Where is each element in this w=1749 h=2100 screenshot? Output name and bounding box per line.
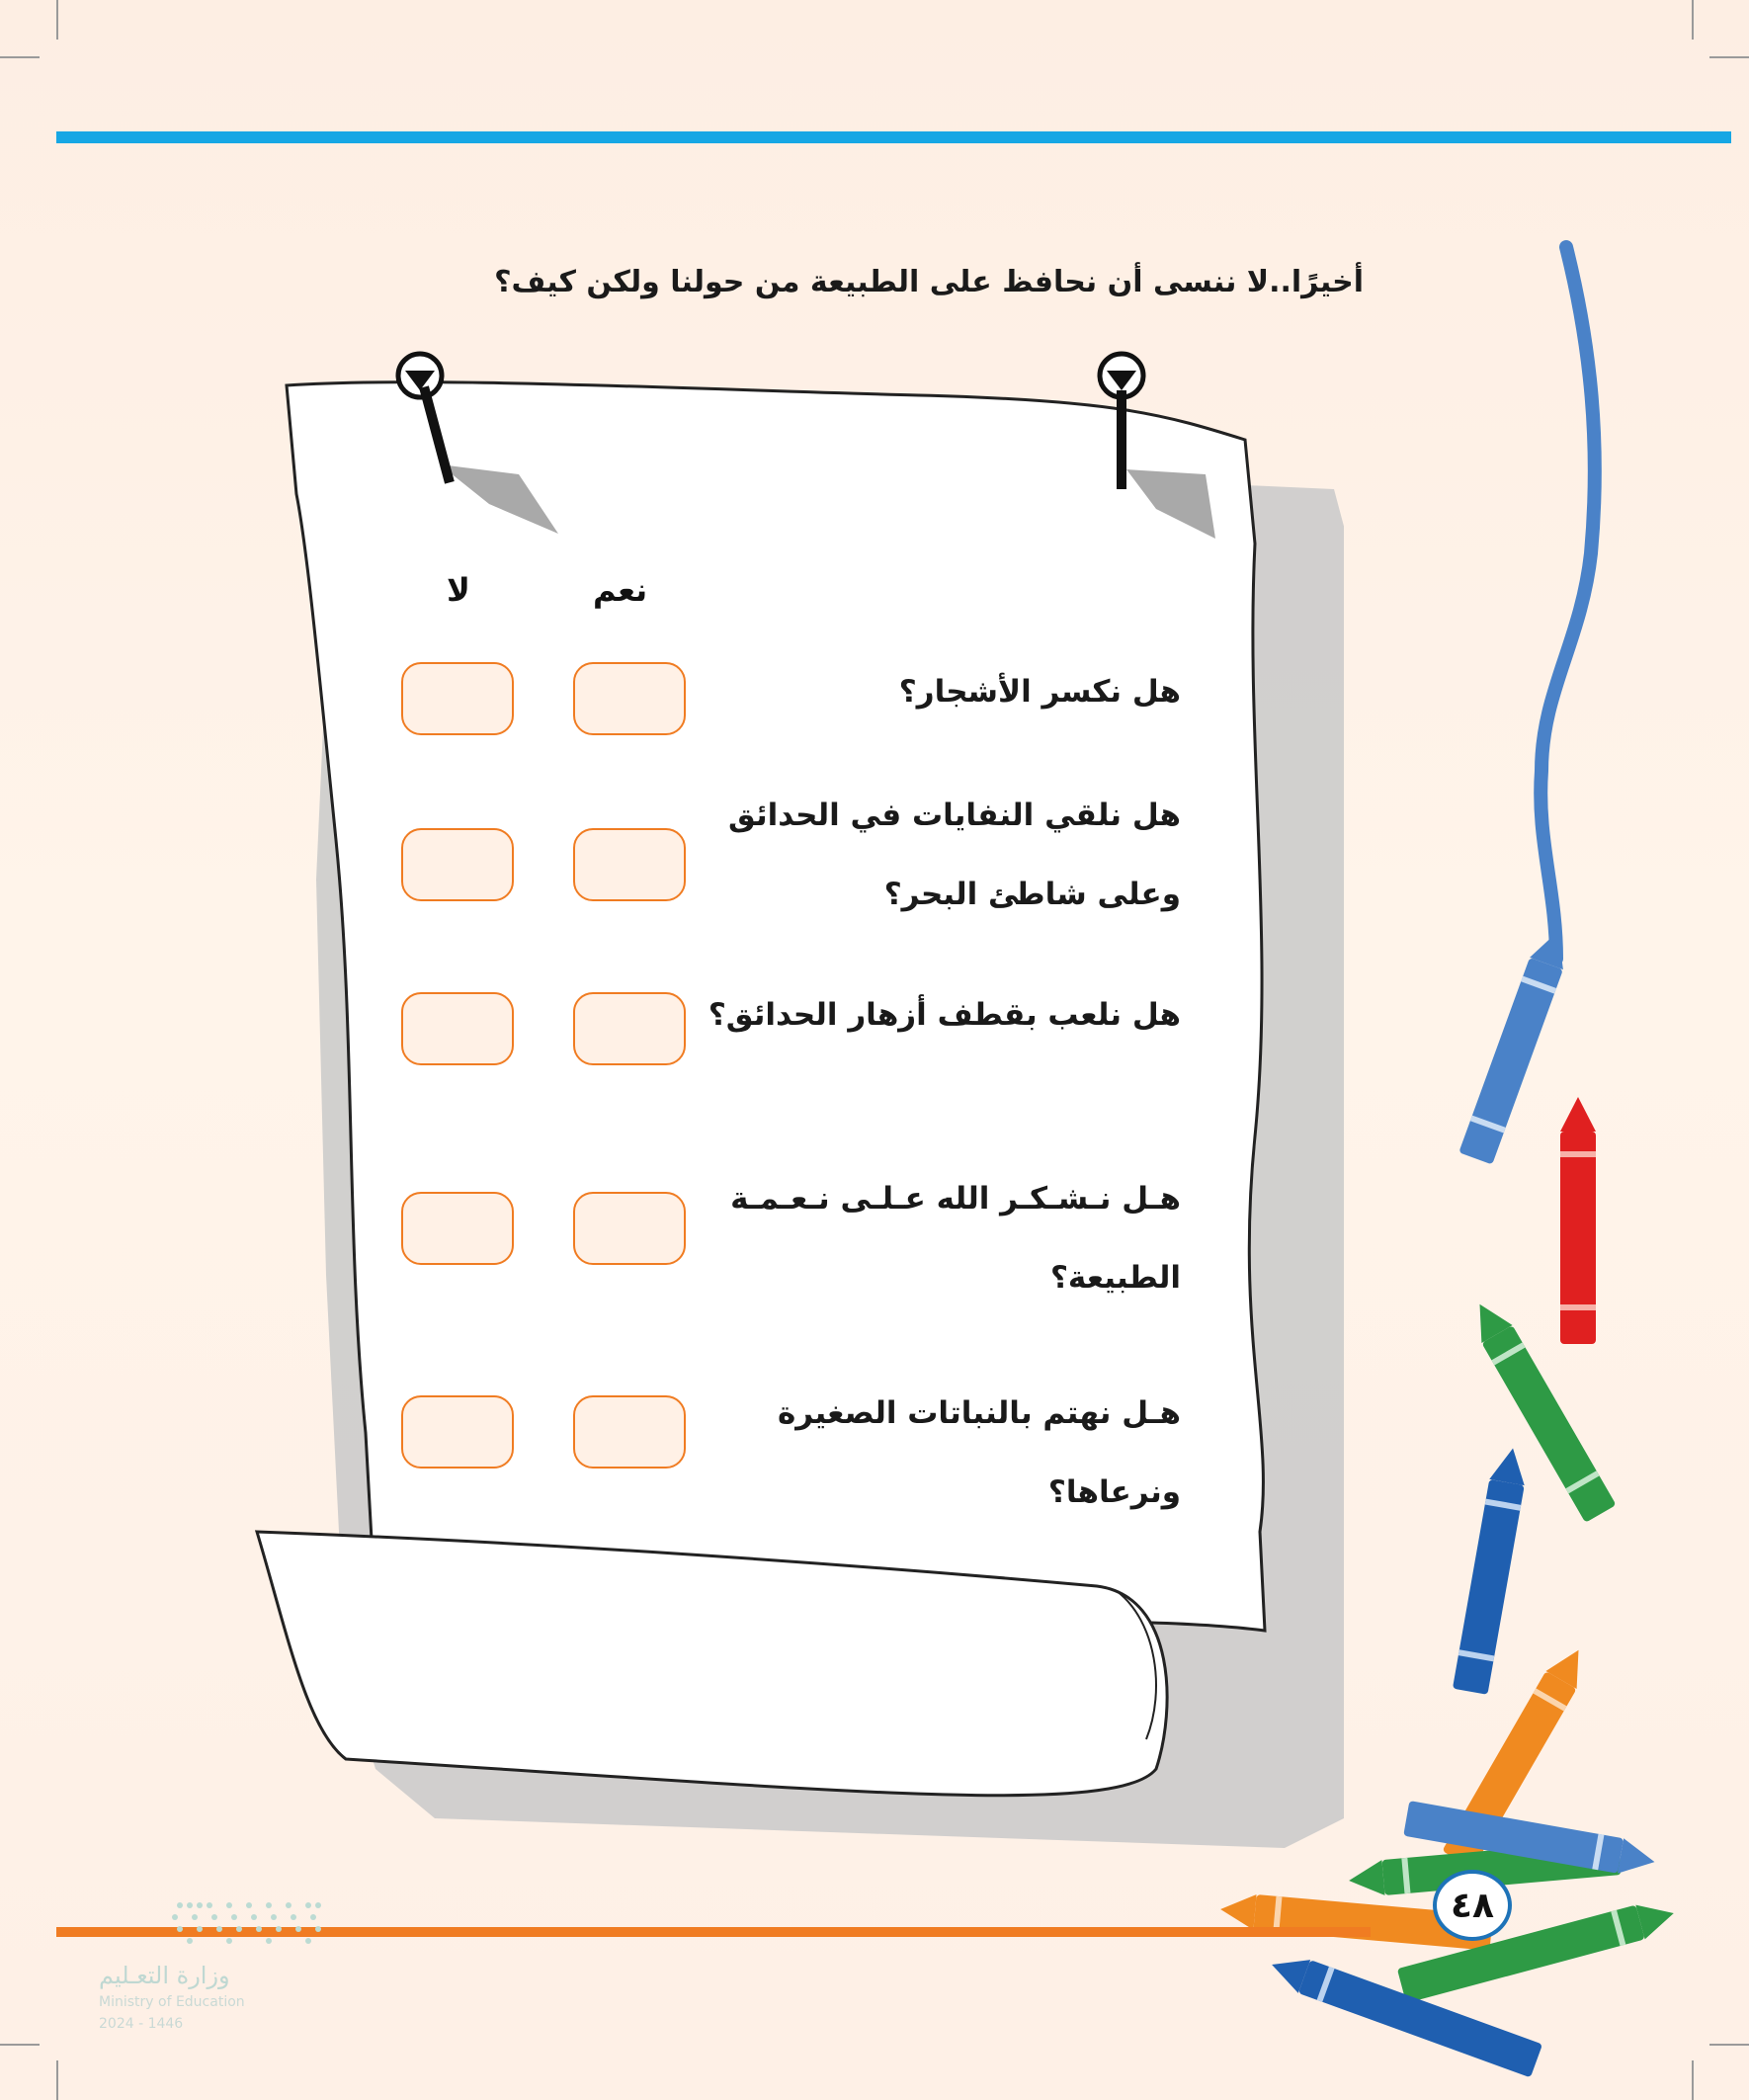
ministry-logo: [170, 1897, 328, 1947]
crayon-icon: [1453, 1445, 1531, 1694]
question-text: وعلى شاطئ البحر؟: [883, 877, 1181, 912]
column-label-no: لا: [447, 571, 470, 609]
crayon-icon: [1458, 925, 1575, 1165]
edition-year: 2024 - 1446: [99, 2016, 184, 2032]
question-text: هل نكسر الأشجار؟: [898, 674, 1181, 710]
paint-stroke-icon: [1541, 247, 1595, 959]
question-text: الطبيعة؟: [1049, 1260, 1181, 1296]
instruction-text: أخيرًا..لا ننسى أن نحافظ على الطبيعة من حولنا ولكن كيف؟: [494, 265, 1364, 299]
question-text: ونرعاها؟: [1047, 1474, 1181, 1510]
ministry-name-english: Ministry of Education: [99, 1994, 245, 2010]
column-label-yes: نعم: [593, 571, 648, 609]
question-text: هل نلعب بقطف أزهار الحدائق؟: [708, 997, 1181, 1033]
ministry-name-arabic: وزارة التعـليم: [99, 1962, 230, 1989]
crayon-icon: [1560, 1097, 1596, 1344]
question-text: هـل نـشـكـر الله عـلـى نـعـمـة: [730, 1181, 1181, 1217]
question-text: هـل نهتم بالنباتات الصغيرة: [777, 1395, 1181, 1431]
question-text: هل نلقي النفايات في الحدائق: [728, 798, 1181, 833]
page-number: ٤٨: [1433, 1870, 1512, 1941]
